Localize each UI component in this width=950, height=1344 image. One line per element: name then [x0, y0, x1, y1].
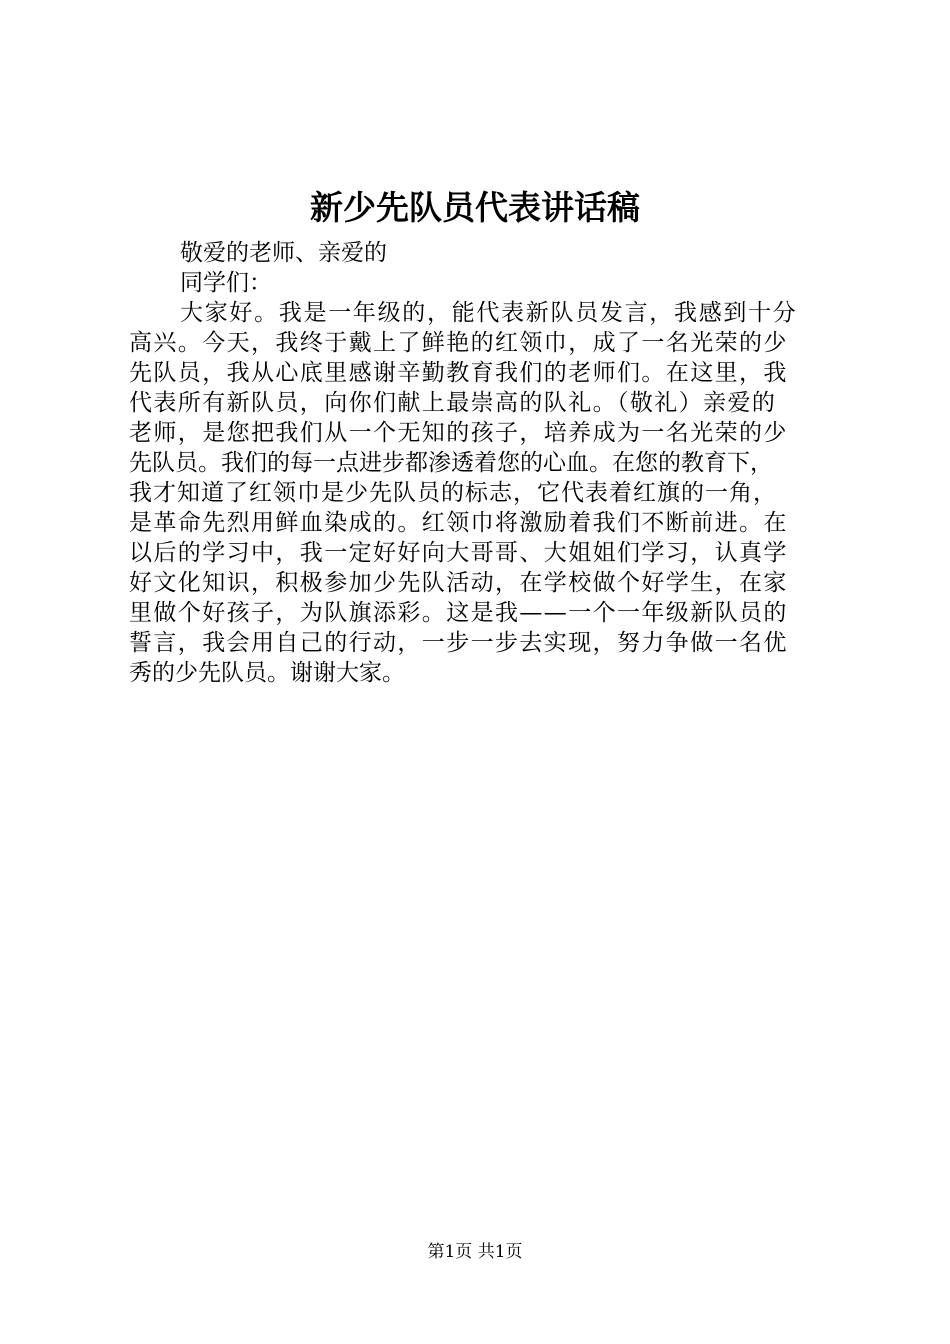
body-line: 先队员，我从心底里感谢辛勤教育我们的老师们。在这里，我	[129, 360, 788, 386]
page-number-footer: 第1页 共1页	[427, 1242, 523, 1262]
body-line: 誓言，我会用自己的行动，一步一步去实现，努力争做一名优	[129, 630, 788, 656]
greeting-line: 敬爱的老师、亲爱的	[180, 240, 387, 266]
body-line: 代表所有新队员，向你们献上最崇高的队礼。（敬礼）亲爱的	[129, 390, 777, 416]
body-line: 里做个好孩子，为队旗添彩。这是我——一个一年级新队员的	[129, 600, 788, 626]
body-line: 是革命先烈用鲜血染成的。红领巾将激励着我们不断前进。在	[129, 510, 788, 536]
body-line: 秀的少先队员。谢谢大家。	[129, 660, 405, 686]
document-title: 新少先队员代表讲话稿	[310, 188, 640, 227]
body-line: 大家好。我是一年级的，能代表新队员发言，我感到十分	[180, 300, 798, 326]
body-line: 我才知道了红领巾是少先队员的标志，它代表着红旗的一角，	[129, 480, 777, 506]
body-line: 先队员。我们的每一点进步都渗透着您的心血。在您的教育下，	[129, 450, 773, 476]
greeting-line: 同学们：	[180, 270, 272, 296]
body-line: 以后的学习中，我一定好好向大哥哥、大姐姐们学习，认真学	[129, 540, 788, 566]
speech-body	[129, 298, 845, 688]
body-line: 高兴。今天，我终于戴上了鲜艳的红领巾，成了一名光荣的少	[129, 330, 788, 356]
body-line: 好文化知识，积极参加少先队活动，在学校做个好学生，在家	[129, 570, 788, 596]
body-line: 老师，是您把我们从一个无知的孩子，培养成为一名光荣的少	[129, 420, 788, 446]
